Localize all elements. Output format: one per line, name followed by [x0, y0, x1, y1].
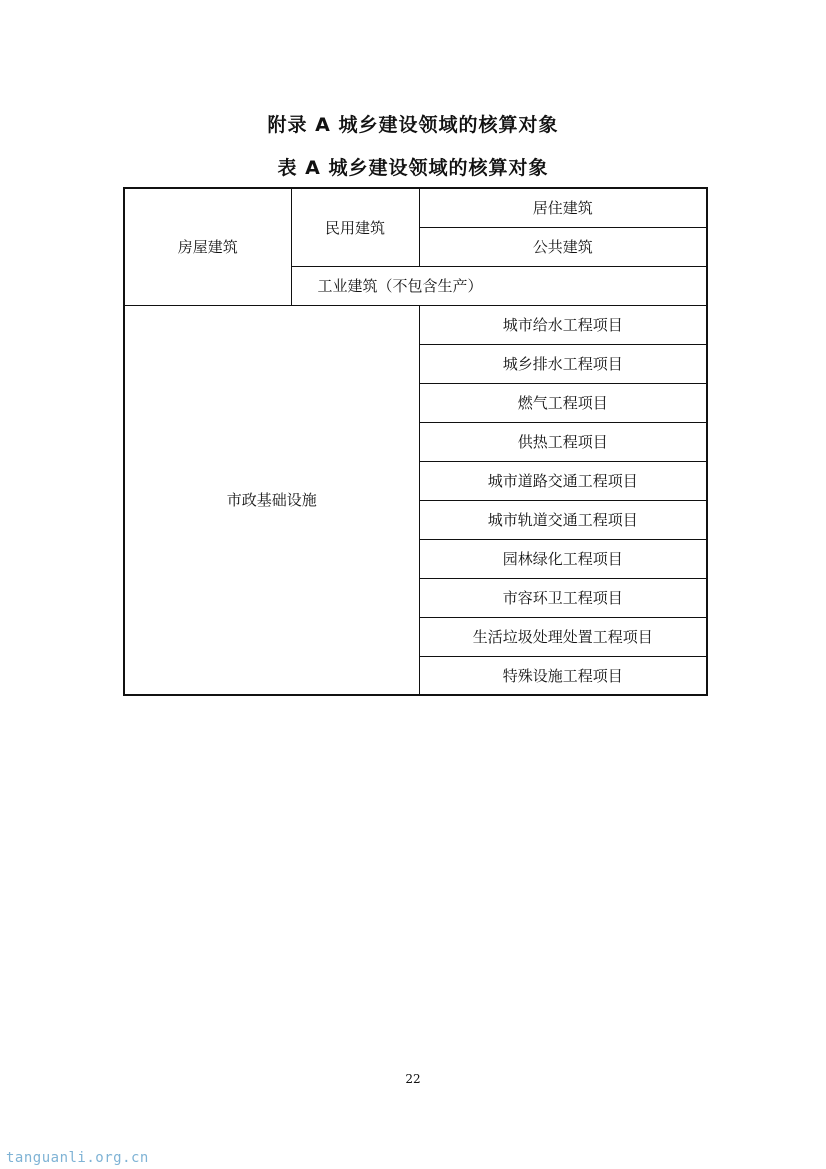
municipal-item-cell: 市容环卫工程项目: [419, 578, 707, 617]
municipal-category-cell: 市政基础设施: [124, 305, 419, 695]
table-row: [124, 305, 707, 344]
appendix-title: 附录 A 城乡建设领域的核算对象: [267, 114, 559, 136]
municipal-item-cell: 生活垃圾处理处置工程项目: [419, 617, 707, 656]
housing-category-cell: 房屋建筑: [124, 188, 291, 305]
municipal-item-cell: 供热工程项目: [419, 422, 707, 461]
municipal-item-cell: 城乡排水工程项目: [419, 344, 707, 383]
watermark-link[interactable]: tanguanli.org.cn: [6, 1150, 149, 1166]
table-row: [124, 188, 707, 227]
page-number: 22: [405, 1072, 421, 1086]
civil-building-cell: 民用建筑: [291, 188, 419, 266]
accounting-objects-table: [123, 187, 708, 696]
municipal-item-cell: 城市道路交通工程项目: [419, 461, 707, 500]
industrial-building-cell: 工业建筑（不包含生产）: [291, 266, 707, 305]
municipal-item-cell: 城市轨道交通工程项目: [419, 500, 707, 539]
municipal-item-cell: 燃气工程项目: [419, 383, 707, 422]
municipal-item-cell: 城市给水工程项目: [419, 305, 707, 344]
municipal-item-cell: 特殊设施工程项目: [419, 656, 707, 695]
municipal-item-cell: 园林绿化工程项目: [419, 539, 707, 578]
table-caption: 表 A 城乡建设领域的核算对象: [277, 157, 549, 179]
civil-item-cell: 公共建筑: [419, 227, 707, 266]
civil-item-cell: 居住建筑: [419, 188, 707, 227]
